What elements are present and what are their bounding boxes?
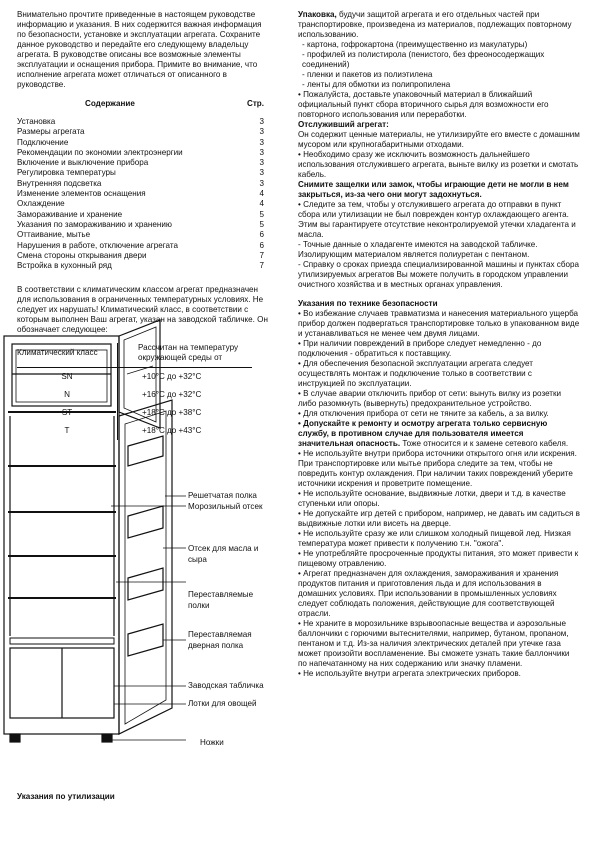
- climate-intro: В соответствии с климатическим классом агрегат предназначен для использования в ограниченных температурных условиях. Не следует их нарушать! Климатический класс, в соответствии с которым выполнен Ваш агрегат, указан на заводской табличке. Он обозначает следующее:: [17, 285, 268, 335]
- climate-class-cell: T: [17, 422, 118, 440]
- label-vegetable-drawers: Лотки для овощей: [188, 699, 257, 708]
- toc-item-page: 6: [259, 240, 264, 250]
- climate-class-cell: N: [17, 386, 118, 404]
- list-item: • Для обеспечения безопасной эксплуатации агрегата следует осуществлять монтаж и подключение только в соответствии с инструкцией по эксплуатации.: [298, 359, 533, 388]
- list-item: - картона, гофрокартона (преимущественно из макулатуры): [302, 40, 528, 49]
- label-oil-compartment: Отсек для масла и: [188, 544, 259, 553]
- old-appliance-note: • Необходимо сразу же исключить возможность дальнейшего использования отслужившего агрегата, выньте вилку из розетки и смотать кабель.: [298, 150, 579, 179]
- toc-item-label: Подключение: [17, 137, 69, 147]
- toc-item-page: 4: [259, 199, 264, 209]
- toc-item-page: 3: [259, 178, 264, 188]
- toc-title: Содержание: [85, 99, 135, 108]
- climate-temp-cell: +10°C до +32°C: [142, 372, 202, 382]
- safety-title: Указания по технике безопасности: [298, 299, 438, 308]
- toc-item: [17, 127, 272, 137]
- toc-item: [17, 138, 272, 148]
- list-item: • Следите за тем, чтобы у отслужившего агрегата до отправки в пункт сбора или утилизации не был поврежден контур охлаждающего агента. Этим вы гарантируете отсутствие неконтролируемой утечки хладагента и масла.: [298, 200, 576, 239]
- label-legs: Ножки: [200, 738, 224, 747]
- toc-item-label: Регулировка температуры: [17, 168, 116, 178]
- toc-item-page: 3: [259, 147, 264, 157]
- climate-class-cell: ST: [17, 404, 118, 422]
- toc-item-label: Рекомендации по экономии электроэнергии: [17, 147, 183, 157]
- label-door-shelf-2: дверная полка: [188, 641, 244, 650]
- toc-item-label: Замораживание и хранение: [17, 209, 123, 219]
- leg-right: [102, 734, 112, 742]
- freezer-door: [119, 320, 160, 428]
- toc-item-label: Установка: [17, 117, 56, 126]
- climate-temp-cell: +18°C до +43°C: [142, 426, 202, 436]
- toc-item-page: 3: [259, 137, 264, 147]
- repair-paragraph: [298, 419, 580, 449]
- packaging-note: • Пожалуйста, доставьте упаковочный материал в ближайший официальный пункт сбора вторичного сырья для возможности его повторного использования или переработки.: [298, 90, 549, 119]
- safety-list-2: [298, 449, 580, 679]
- toc-item-page: 6: [259, 230, 264, 240]
- old-appliance-list: [298, 200, 580, 290]
- list-item: - Справку о сроках приезда специализированной машины и пунктах сбора утилизируемых агрегатов Вы можете получить в городском управлении очистного хозяйства и в местных органах управления.: [298, 260, 579, 289]
- safety-list: [298, 309, 580, 419]
- climate-class-cell: SN: [17, 368, 118, 387]
- toc-item-label: Оттаивание, мытье: [17, 230, 91, 240]
- toc-item-page: 3: [259, 127, 264, 137]
- toc-item-label: Включение и выключение прибора: [17, 158, 149, 168]
- toc-item: [17, 168, 272, 178]
- door-shelf-1: [128, 436, 163, 466]
- toc-item-label: Внутренняя подсветка: [17, 178, 102, 188]
- table-of-contents: [17, 117, 272, 271]
- list-item: - Точные данные о хладагенте имеются на заводской табличке. Изолирующим материалом является полиуретан с пентаном.: [298, 240, 538, 259]
- toc-item: [17, 220, 272, 230]
- old-appliance-title: Отслуживший агрегат:: [298, 120, 389, 129]
- door-shelf-2: [128, 506, 163, 538]
- list-item: - профилей из полистирола (пенистого, без фреоносодержащих соединений): [302, 50, 545, 69]
- toc-header: [17, 99, 272, 109]
- toc-item-page: 7: [259, 250, 264, 260]
- label-shelves: Переставляемые: [188, 590, 254, 599]
- right-column: [298, 10, 580, 679]
- climate-class-header: Климатический класс: [17, 343, 118, 368]
- list-item: • Не используйте сразу же или слишком холодный пищевой лед. Низкая температура может привести к получению т.н. "ожога".: [298, 529, 571, 548]
- label-door-shelf: Переставляемая: [188, 630, 252, 639]
- toc-item: [17, 251, 272, 261]
- toc-item: [17, 158, 272, 168]
- door-shelf-3: [128, 568, 163, 600]
- toc-item: [17, 179, 272, 189]
- toc-item-label: Указания по замораживанию и хранению: [17, 219, 172, 229]
- toc-item: [17, 261, 272, 271]
- toc-item-label: Нарушения в работе, отключение агрегата: [17, 240, 178, 250]
- toc-page-header: Стр.: [246, 99, 264, 108]
- fridge-door: [119, 400, 172, 734]
- packaging-text: будучи защитой агрегата и его отдельных частей при транспортировке, произведена из материалов, подлежащих повторному использованию.: [298, 10, 572, 39]
- label-shelves-2: полки: [188, 601, 210, 610]
- list-item: • Не храните в морозильнике взрывоопасные вещества и аэрозольные баллончики с горючими вытеснителями, например, бутаном, пропаном, пентаном и т.д. Из-за наличия электрических деталей при утечке газа может произойти воспламенение. Вы сможете узнать такие баллончики по напечатанному на них содержанию или значку пламени.: [298, 619, 570, 668]
- toc-item: [17, 230, 272, 240]
- toc-item-page: 7: [259, 261, 264, 271]
- repair-bold: • Допускайте к ремонту и осмотру агрегата только сервисную службу, в противном случае для пользователя имеется значительная опасность.: [298, 419, 548, 448]
- list-item: • Не допускайте игр детей с прибором, например, не давать им садиться в выдвижные лотки или висеть на дверце.: [298, 509, 580, 528]
- list-item: • Во избежание случаев травматизма и нанесения материального ущерба прибор должен подвергаться транспортировке только в упакованном виде и устанавливаться не менее чем двумя лицами.: [298, 309, 580, 338]
- list-item: • Не используйте основание, выдвижные лотки, двери и т.д. в качестве ступеньки или опоры.: [298, 489, 566, 508]
- list-item: • Агрегат предназначен для охлаждения, замораживания и хранения продуктов питания и приготовления льда и для использования в домашних условиях. При использовании в промышленных условиях следует соблюдать положения, действующие для соответствующей отрасли.: [298, 569, 559, 618]
- packaging-paragraph: [298, 10, 580, 40]
- list-item: - ленты для обмотки из полипропилена: [302, 80, 451, 89]
- list-item: • Не употребляйте просроченные продукты питания, это может привести к пищевому отравлению.: [298, 549, 579, 568]
- toc-item-page: 3: [259, 117, 264, 126]
- old-appliance-text: Он содержит ценные материалы, не утилизируйте его вместе с домашним мусором или крупногабаритными отходами.: [298, 130, 580, 149]
- climate-temp-cell: +18°C до +38°C: [142, 408, 202, 418]
- toc-item-label: Смена стороны открывания двери: [17, 250, 147, 260]
- disposal-title: Указания по утилизации: [17, 792, 115, 801]
- list-item: • Не используйте внутри агрегата электрических приборов.: [298, 669, 521, 678]
- toc-item-label: Размеры агрегата: [17, 127, 85, 137]
- toc-item-page: 5: [259, 209, 264, 219]
- toc-item-page: 4: [259, 189, 264, 199]
- toc-item-page: 5: [259, 219, 264, 229]
- climate-temp-header: Рассчитан на температуру окружающей среды от: [118, 343, 253, 368]
- toc-item: [17, 199, 272, 209]
- list-item: - пленки и пакетов из полиэтилена: [302, 70, 433, 79]
- freezer-compartment: [12, 344, 111, 406]
- toc-item-label: Охлаждение: [17, 199, 65, 209]
- label-rating-plate: Заводская табличка: [188, 681, 264, 690]
- toc-item-page: 3: [259, 168, 264, 178]
- list-item: • Для отключения прибора от сети не тяните за кабель, а за вилку.: [298, 409, 549, 418]
- repair-tail: Тоже относится и к замене сетевого кабеля.: [400, 439, 569, 448]
- leg-left: [10, 734, 20, 742]
- toc-item-label: Изменение элементов оснащения: [17, 189, 146, 199]
- toc-item: [17, 117, 272, 127]
- toc-item: [17, 210, 272, 220]
- label-grid-shelf: Решетчатая полка: [188, 491, 257, 500]
- old-appliance-warning: Снимите защелки или замок, чтобы играющие дети не могли в нем закрыться, из-за чего они могут задохнуться.: [298, 180, 569, 199]
- toc-item-page: 3: [259, 158, 264, 168]
- toc-item-label: Встройка в кухонный ряд: [17, 261, 112, 271]
- intro-text: Внимательно прочтите приведенные в настоящем руководстве информацию и указания. В них содержится важная информация по безопасности, установке и эксплуатации агрегата. Сохраните данное руководство и передайте его следующему владельцу агрегата. В руководстве описаны все возможные элементы эксплуатации и оснащения прибора. Примите во внимание, что исполнение агрегата может отличаться от описанного в руководстве.: [17, 10, 262, 89]
- list-item: • В случае аварии отключить прибор от сети: вынуть вилку из розетки либо разомкнуть (вывернуть) предохранительное устройство.: [298, 389, 562, 408]
- packaging-list: [298, 40, 580, 90]
- list-item: • При наличии повреждений в приборе следует немедленно - до подключения - обратиться к поставщику.: [298, 339, 542, 358]
- packaging-title: Упаковка,: [298, 10, 337, 19]
- label-freezer: Морозильный отсек: [188, 502, 263, 511]
- list-item: • Не используйте внутри прибора источники открытого огня или искрения. При транспортировке или мытье прибора следите за тем, чтобы не повредить контур охлаждения. При наличии таких повреждений уберите источники искрения и проветрите помещение.: [298, 449, 577, 488]
- toc-item: [17, 189, 272, 199]
- climate-temp-cell: +16°C до +32°C: [142, 390, 202, 400]
- toc-item: [17, 148, 272, 158]
- label-oil-compartment-2: сыра: [188, 555, 207, 564]
- door-shelf-4: [128, 624, 163, 656]
- toc-item: [17, 241, 272, 251]
